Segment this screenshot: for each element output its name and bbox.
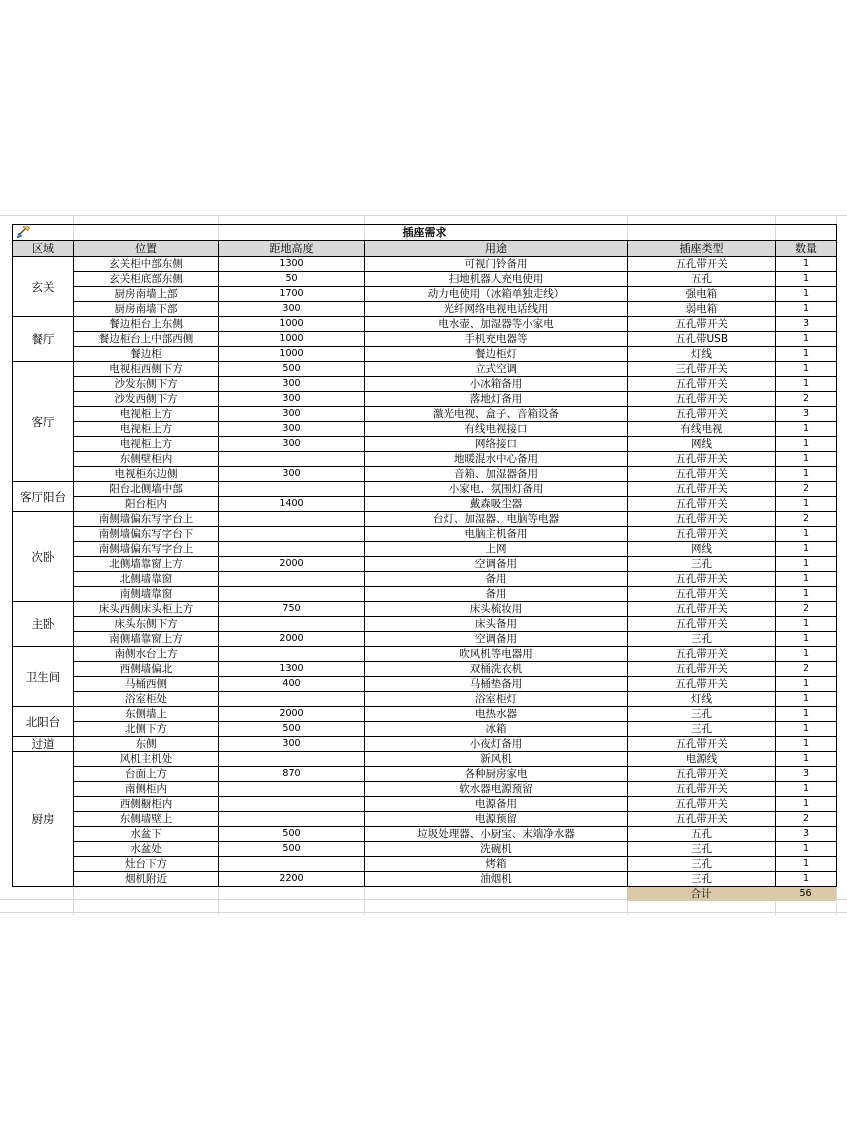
socket-type-cell: 五孔带开关 xyxy=(628,257,776,272)
position-cell: 浴室柜处 xyxy=(74,692,219,707)
position-cell: 马桶西侧 xyxy=(74,677,219,692)
position-cell: 风机主机处 xyxy=(74,752,219,767)
position-cell: 玄关柜底部东侧 xyxy=(74,272,219,287)
socket-type-cell: 五孔带开关 xyxy=(628,392,776,407)
quantity-cell: 3 xyxy=(776,767,837,782)
quantity-cell: 1 xyxy=(776,842,837,857)
position-cell: 电视柜东边侧 xyxy=(74,467,219,482)
height-cell xyxy=(219,782,365,797)
quantity-cell: 1 xyxy=(776,332,837,347)
height-cell: 1300 xyxy=(219,662,365,677)
height-cell: 300 xyxy=(219,407,365,422)
quantity-cell: 2 xyxy=(776,662,837,677)
socket-type-cell: 五孔带开关 xyxy=(628,662,776,677)
table-row xyxy=(13,332,837,347)
usage-cell: 台灯、加湿器、电脑等电器 xyxy=(365,512,628,527)
position-cell: 电视柜西侧下方 xyxy=(74,362,219,377)
table-row xyxy=(13,257,837,272)
table-row xyxy=(13,692,837,707)
table-row xyxy=(13,572,837,587)
height-cell: 50 xyxy=(219,272,365,287)
quantity-cell: 1 xyxy=(776,377,837,392)
position-cell: 电视柜上方 xyxy=(74,422,219,437)
usage-cell: 激光电视、盒子、音箱设备 xyxy=(365,407,628,422)
socket-type-cell: 强电箱 xyxy=(628,287,776,302)
position-cell: 北侧墙靠窗 xyxy=(74,572,219,587)
quantity-cell: 1 xyxy=(776,497,837,512)
table-row xyxy=(13,317,837,332)
usage-cell: 吹风机等电器用 xyxy=(365,647,628,662)
height-cell: 2000 xyxy=(219,707,365,722)
quantity-cell: 1 xyxy=(776,782,837,797)
table-row xyxy=(13,287,837,302)
position-cell: 厨房南墙下部 xyxy=(74,302,219,317)
table-row xyxy=(13,542,837,557)
quantity-cell: 1 xyxy=(776,857,837,872)
table-row xyxy=(13,737,837,752)
quantity-cell: 1 xyxy=(776,302,837,317)
table-row xyxy=(13,647,837,662)
position-cell: 餐边柜 xyxy=(74,347,219,362)
socket-type-cell: 五孔带开关 xyxy=(628,452,776,467)
position-cell: 电视柜上方 xyxy=(74,437,219,452)
position-cell: 床头东侧下方 xyxy=(74,617,219,632)
usage-cell: 电源备用 xyxy=(365,797,628,812)
socket-type-cell: 三孔 xyxy=(628,842,776,857)
socket-type-cell: 电源线 xyxy=(628,752,776,767)
table-row xyxy=(13,422,837,437)
position-cell: 玄关柜中部东侧 xyxy=(74,257,219,272)
height-cell xyxy=(219,647,365,662)
table-row xyxy=(13,302,837,317)
area-cell: 厨房 xyxy=(13,752,74,887)
table-row xyxy=(13,392,837,407)
usage-cell: 洗碗机 xyxy=(365,842,628,857)
height-cell: 300 xyxy=(219,437,365,452)
socket-type-cell: 五孔带开关 xyxy=(628,812,776,827)
position-cell: 东侧墙上 xyxy=(74,707,219,722)
socket-type-cell: 五孔带开关 xyxy=(628,497,776,512)
socket-type-cell: 五孔带开关 xyxy=(628,317,776,332)
usage-cell: 手机充电器等 xyxy=(365,332,628,347)
usage-cell: 电脑主机备用 xyxy=(365,527,628,542)
socket-type-cell: 网线 xyxy=(628,437,776,452)
quantity-cell: 2 xyxy=(776,512,837,527)
usage-cell: 新风机 xyxy=(365,752,628,767)
usage-cell: 空调备用 xyxy=(365,557,628,572)
height-cell: 300 xyxy=(219,377,365,392)
height-cell xyxy=(219,512,365,527)
usage-cell: 电源预留 xyxy=(365,812,628,827)
brush-icon xyxy=(16,226,30,239)
header-usage: 用途 xyxy=(365,241,628,257)
quantity-cell: 1 xyxy=(776,347,837,362)
position-cell: 水盆处 xyxy=(74,842,219,857)
socket-type-cell: 五孔带开关 xyxy=(628,377,776,392)
usage-cell: 落地灯备用 xyxy=(365,392,628,407)
height-cell: 300 xyxy=(219,302,365,317)
position-cell: 东侧 xyxy=(74,737,219,752)
position-cell: 南侧墙偏东写字台上 xyxy=(74,512,219,527)
quantity-cell: 1 xyxy=(776,422,837,437)
table-row xyxy=(13,872,837,887)
table-row xyxy=(13,767,837,782)
header-socket-type: 插座类型 xyxy=(628,241,776,257)
height-cell xyxy=(219,752,365,767)
position-cell: 西侧橱柜内 xyxy=(74,797,219,812)
height-cell xyxy=(219,527,365,542)
table-row xyxy=(13,512,837,527)
position-cell: 北侧下方 xyxy=(74,722,219,737)
quantity-cell: 1 xyxy=(776,362,837,377)
position-cell: 餐边柜台上中部西侧 xyxy=(74,332,219,347)
socket-type-cell: 三孔 xyxy=(628,707,776,722)
height-cell: 1000 xyxy=(219,347,365,362)
table-row xyxy=(13,602,837,617)
table-row xyxy=(13,272,837,287)
usage-cell: 餐边柜灯 xyxy=(365,347,628,362)
quantity-cell: 1 xyxy=(776,647,837,662)
position-cell: 沙发东侧下方 xyxy=(74,377,219,392)
area-cell: 过道 xyxy=(13,737,74,752)
table-row xyxy=(13,557,837,572)
usage-cell: 垃圾处理器、小厨宝、末端净水器 xyxy=(365,827,628,842)
height-cell: 750 xyxy=(219,602,365,617)
table-row xyxy=(13,707,837,722)
quantity-cell: 1 xyxy=(776,287,837,302)
quantity-cell: 1 xyxy=(776,452,837,467)
socket-type-cell: 三孔 xyxy=(628,722,776,737)
quantity-cell: 1 xyxy=(776,572,837,587)
socket-type-cell: 三孔带开关 xyxy=(628,362,776,377)
usage-cell: 浴室柜灯 xyxy=(365,692,628,707)
table-row xyxy=(13,362,837,377)
height-cell xyxy=(219,572,365,587)
height-cell xyxy=(219,542,365,557)
area-cell: 卫生间 xyxy=(13,647,74,707)
position-cell: 东侧壁柜内 xyxy=(74,452,219,467)
table-row xyxy=(13,842,837,857)
table-row xyxy=(13,452,837,467)
position-cell: 东侧墙壁上 xyxy=(74,812,219,827)
quantity-cell: 1 xyxy=(776,677,837,692)
usage-cell: 可视门铃备用 xyxy=(365,257,628,272)
area-cell: 客厅 xyxy=(13,362,74,482)
position-cell: 南侧墙靠窗上方 xyxy=(74,632,219,647)
height-cell: 2000 xyxy=(219,632,365,647)
usage-cell: 光纤网络电视电话线用 xyxy=(365,302,628,317)
table-row xyxy=(13,407,837,422)
usage-cell: 各种厨房家电 xyxy=(365,767,628,782)
position-cell: 床头西侧床头柜上方 xyxy=(74,602,219,617)
socket-type-cell: 五孔带开关 xyxy=(628,782,776,797)
usage-cell: 软水器电源预留 xyxy=(365,782,628,797)
height-cell: 1700 xyxy=(219,287,365,302)
area-cell: 餐厅 xyxy=(13,317,74,362)
quantity-cell: 2 xyxy=(776,602,837,617)
quantity-cell: 3 xyxy=(776,317,837,332)
quantity-cell: 2 xyxy=(776,392,837,407)
position-cell: 阳台北侧墙中部 xyxy=(74,482,219,497)
height-cell xyxy=(219,452,365,467)
height-cell: 400 xyxy=(219,677,365,692)
height-cell: 300 xyxy=(219,737,365,752)
total-table xyxy=(12,887,836,901)
socket-type-cell: 三孔 xyxy=(628,857,776,872)
height-cell: 500 xyxy=(219,827,365,842)
height-cell: 1000 xyxy=(219,317,365,332)
usage-cell: 小冰箱备用 xyxy=(365,377,628,392)
height-cell xyxy=(219,482,365,497)
height-cell: 500 xyxy=(219,722,365,737)
height-cell: 1300 xyxy=(219,257,365,272)
position-cell: 西侧墙偏北 xyxy=(74,662,219,677)
usage-cell: 冰箱 xyxy=(365,722,628,737)
usage-cell: 戴森吸尘器 xyxy=(365,497,628,512)
position-cell: 台面上方 xyxy=(74,767,219,782)
position-cell: 烟机附近 xyxy=(74,872,219,887)
table-row xyxy=(13,782,837,797)
position-cell: 南侧墙靠窗 xyxy=(74,587,219,602)
usage-cell: 备用 xyxy=(365,587,628,602)
quantity-cell: 1 xyxy=(776,587,837,602)
table-row xyxy=(13,632,837,647)
socket-type-cell: 五孔 xyxy=(628,827,776,842)
socket-type-cell: 五孔 xyxy=(628,272,776,287)
socket-type-cell: 灯线 xyxy=(628,347,776,362)
area-cell: 北阳台 xyxy=(13,707,74,737)
quantity-cell: 1 xyxy=(776,437,837,452)
usage-cell: 有线电视接口 xyxy=(365,422,628,437)
usage-cell: 小夜灯备用 xyxy=(365,737,628,752)
socket-type-cell: 三孔 xyxy=(628,632,776,647)
header-position: 位置 xyxy=(74,241,219,257)
socket-type-cell: 五孔带开关 xyxy=(628,467,776,482)
table-title: 插座需求 xyxy=(402,225,447,239)
usage-cell: 床头梳妆用 xyxy=(365,602,628,617)
socket-type-cell: 五孔带开关 xyxy=(628,482,776,497)
socket-type-cell: 五孔带开关 xyxy=(628,602,776,617)
usage-cell: 烤箱 xyxy=(365,857,628,872)
table-row xyxy=(13,812,837,827)
socket-type-cell: 五孔带开关 xyxy=(628,647,776,662)
table-row xyxy=(13,497,837,512)
position-cell: 北侧墙靠窗上方 xyxy=(74,557,219,572)
usage-cell: 马桶垫备用 xyxy=(365,677,628,692)
height-cell: 300 xyxy=(219,392,365,407)
usage-cell: 电热水器 xyxy=(365,707,628,722)
socket-requirements-sheet xyxy=(12,224,836,901)
height-cell: 300 xyxy=(219,467,365,482)
quantity-cell: 1 xyxy=(776,707,837,722)
table-row xyxy=(13,377,837,392)
area-cell: 客厅阳台 xyxy=(13,482,74,512)
position-cell: 水盆下 xyxy=(74,827,219,842)
height-cell: 1000 xyxy=(219,332,365,347)
quantity-cell: 1 xyxy=(776,632,837,647)
socket-type-cell: 五孔带开关 xyxy=(628,737,776,752)
quantity-cell: 3 xyxy=(776,827,837,842)
socket-type-cell: 灯线 xyxy=(628,692,776,707)
table-row xyxy=(13,797,837,812)
quantity-cell: 1 xyxy=(776,797,837,812)
quantity-cell: 1 xyxy=(776,872,837,887)
socket-type-cell: 弱电箱 xyxy=(628,302,776,317)
header-height: 距地高度 xyxy=(219,241,365,257)
total-row xyxy=(12,887,836,901)
height-cell: 870 xyxy=(219,767,365,782)
usage-cell: 空调备用 xyxy=(365,632,628,647)
height-cell: 1400 xyxy=(219,497,365,512)
header-row xyxy=(13,241,837,257)
table-row xyxy=(13,722,837,737)
table-row xyxy=(13,662,837,677)
quantity-cell: 1 xyxy=(776,722,837,737)
position-cell: 灶台下方 xyxy=(74,857,219,872)
height-cell xyxy=(219,587,365,602)
quantity-cell: 2 xyxy=(776,812,837,827)
table-row xyxy=(13,437,837,452)
usage-cell: 床头备用 xyxy=(365,617,628,632)
table-row xyxy=(13,527,837,542)
quantity-cell: 1 xyxy=(776,557,837,572)
usage-cell: 备用 xyxy=(365,572,628,587)
socket-type-cell: 三孔 xyxy=(628,872,776,887)
socket-type-cell: 五孔带开关 xyxy=(628,572,776,587)
height-cell: 300 xyxy=(219,422,365,437)
socket-type-cell: 五孔带开关 xyxy=(628,617,776,632)
position-cell: 餐边柜台上东侧 xyxy=(74,317,219,332)
usage-cell: 电水壶、加湿器等小家电 xyxy=(365,317,628,332)
table-row xyxy=(13,467,837,482)
socket-type-cell: 五孔带开关 xyxy=(628,797,776,812)
usage-cell: 动力电使用（冰箱单独走线） xyxy=(365,287,628,302)
usage-cell: 小家电、氛围灯备用 xyxy=(365,482,628,497)
table-row xyxy=(13,752,837,767)
height-cell: 500 xyxy=(219,362,365,377)
socket-type-cell: 五孔带USB xyxy=(628,332,776,347)
position-cell: 电视柜上方 xyxy=(74,407,219,422)
total-label: 合计 xyxy=(627,887,775,901)
quantity-cell: 1 xyxy=(776,752,837,767)
position-cell: 沙发西侧下方 xyxy=(74,392,219,407)
position-cell: 南侧墙偏东写字台下 xyxy=(74,527,219,542)
usage-cell: 上网 xyxy=(365,542,628,557)
quantity-cell: 1 xyxy=(776,692,837,707)
quantity-cell: 1 xyxy=(776,542,837,557)
socket-type-cell: 五孔带开关 xyxy=(628,677,776,692)
socket-type-cell: 五孔带开关 xyxy=(628,407,776,422)
height-cell: 500 xyxy=(219,842,365,857)
header-area: 区域 xyxy=(13,241,74,257)
position-cell: 厨房南墙上部 xyxy=(74,287,219,302)
table-row xyxy=(13,677,837,692)
area-cell: 玄关 xyxy=(13,257,74,317)
header-quantity: 数量 xyxy=(776,241,837,257)
quantity-cell: 2 xyxy=(776,482,837,497)
table-title-cell xyxy=(13,225,837,241)
position-cell: 阳台柜内 xyxy=(74,497,219,512)
position-cell: 南侧水台上方 xyxy=(74,647,219,662)
usage-cell: 网络接口 xyxy=(365,437,628,452)
usage-cell: 地暖混水中心备用 xyxy=(365,452,628,467)
height-cell xyxy=(219,812,365,827)
quantity-cell: 1 xyxy=(776,272,837,287)
height-cell xyxy=(219,692,365,707)
socket-type-cell: 五孔带开关 xyxy=(628,512,776,527)
socket-type-cell: 五孔带开关 xyxy=(628,767,776,782)
socket-type-cell: 三孔 xyxy=(628,557,776,572)
area-cell: 次卧 xyxy=(13,512,74,602)
quantity-cell: 1 xyxy=(776,257,837,272)
quantity-cell: 1 xyxy=(776,737,837,752)
table-row xyxy=(13,617,837,632)
height-cell: 2000 xyxy=(219,557,365,572)
quantity-cell: 3 xyxy=(776,407,837,422)
socket-type-cell: 五孔带开关 xyxy=(628,587,776,602)
usage-cell: 双桶洗衣机 xyxy=(365,662,628,677)
height-cell xyxy=(219,617,365,632)
usage-cell: 立式空调 xyxy=(365,362,628,377)
usage-cell: 扫地机器人充电使用 xyxy=(365,272,628,287)
quantity-cell: 1 xyxy=(776,467,837,482)
table-row xyxy=(13,482,837,497)
socket-type-cell: 网线 xyxy=(628,542,776,557)
quantity-cell: 1 xyxy=(776,527,837,542)
position-cell: 南侧柜内 xyxy=(74,782,219,797)
socket-type-cell: 有线电视 xyxy=(628,422,776,437)
table-row xyxy=(13,347,837,362)
area-cell: 主卧 xyxy=(13,602,74,647)
total-value: 56 xyxy=(775,887,836,901)
usage-cell: 音箱、加湿器备用 xyxy=(365,467,628,482)
height-cell xyxy=(219,797,365,812)
position-cell: 南侧墙偏东写字台上 xyxy=(74,542,219,557)
quantity-cell: 1 xyxy=(776,617,837,632)
socket-table xyxy=(12,224,837,887)
table-row xyxy=(13,857,837,872)
height-cell xyxy=(219,857,365,872)
usage-cell: 油烟机 xyxy=(365,872,628,887)
table-row xyxy=(13,587,837,602)
height-cell: 2200 xyxy=(219,872,365,887)
socket-type-cell: 五孔带开关 xyxy=(628,527,776,542)
table-row xyxy=(13,827,837,842)
title-row xyxy=(13,225,837,241)
